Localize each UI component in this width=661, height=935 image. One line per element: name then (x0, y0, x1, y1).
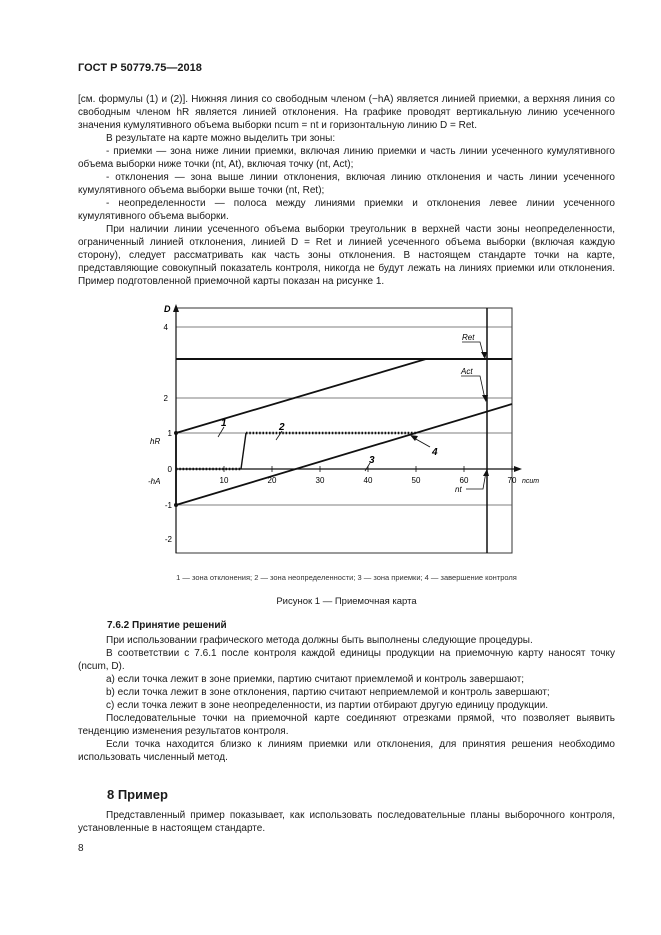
x-tick-20: 20 (267, 476, 277, 485)
chart-frame (176, 308, 512, 553)
zone-1-label: 1 (221, 418, 227, 429)
x-axis-arrow (514, 466, 522, 472)
y-axis-label: D (164, 304, 171, 314)
label-hR: hR (150, 437, 161, 446)
zone-2-label: 2 (279, 422, 285, 433)
intro-text (78, 93, 615, 288)
y-tick-1: 1 (167, 429, 172, 438)
label-nt: nt (455, 485, 462, 494)
y-tick-m1: -1 (164, 501, 172, 510)
nt-pointer-arrow (483, 469, 489, 476)
hR-point (174, 431, 178, 435)
decision-paragraph-4: Если точка находится близко к линиям приемки или отклонения, для принятия решения необходимо использовать численный метод. (78, 739, 615, 763)
zone-rejection-item: - отклонения — зона выше линии отклонения, включая линию отклонения и часть линии усеченного кумулятивного объема выборки выше точки (nt, Ret); (78, 172, 615, 196)
zone-acceptance-item: - приемки — зона ниже линии приемки, включая линию приемки и часть линии усеченного кумулятивного объема выборки ниже точки (nt, At), включая точку (nt, Act); (78, 146, 615, 170)
zone-4-label: 4 (432, 447, 438, 458)
nt-pointer (466, 472, 486, 489)
label-hA: -hA (148, 477, 161, 486)
x-tick-50: 50 (411, 476, 421, 485)
section-7-6-2-heading: 7.6.2 Принятие решений (107, 620, 227, 631)
intro-paragraph-6: При наличии линии усеченного объема выборки треугольник в верхней части зоны неопределенности, ограниченный линией отклонения, линией D = Ret и линией усеченного объема выборки (включая каждую сторону), следует рассматривать как часть зоны отклонения. В настоящем стандарте точки на карте, представляющие совокупный показатель контроля, никогда не будут лежать на линиях приемки или отклонения. Пример подготовленной приемочной карты показан на рисунке 1. (78, 224, 615, 287)
hA-point (174, 503, 178, 507)
section-8-heading: 8 Пример (107, 787, 168, 802)
pointer-4 (414, 438, 430, 447)
sample-path-mid (241, 433, 246, 469)
example-paragraph: Представленный пример показывает, как использовать последовательные планы выборочного контроля, установленные в настоящем стандарте. (78, 810, 615, 834)
y-tick-m2: -2 (164, 535, 172, 544)
acceptance-chart (140, 300, 540, 565)
decision-item-c: c) если точка лежит в зоне неопределенности, из партии отбирают другую единицу продукции. (106, 700, 549, 711)
y-tick-0: 0 (167, 465, 172, 474)
decision-item-a: a) если точка лежит в зоне приемки, партию считают приемлемой и контроль завершают; (106, 674, 525, 685)
figure-legend: 1 — зона отклонения; 2 — зона неопределенности; 3 — зона приемки; 4 — завершение контроля (176, 573, 517, 582)
intro-paragraph-2: В результате на карте можно выделить три зоны: (106, 133, 336, 144)
decision-paragraph-3: Последовательные точки на приемочной карте соединяют отрезками прямой, что позволяет выявить тенденцию изменения результатов контроля. (78, 713, 615, 737)
rejection-line (176, 359, 426, 433)
intro-paragraph-1: [см. формулы (1) и (2)]. Нижняя линия со свободным членом (−hA) является линией приемки, а верхняя линия со свободным членом hR является линией отклонения. На графике проводят вертикальную линию усеченного значения кумулятивного объема выборки ncum = nt и горизонтальную линию D = Ret. (78, 94, 615, 131)
x-tick-60: 60 (459, 476, 469, 485)
y-tick-2: 2 (163, 394, 168, 403)
decision-item-b: b) если точка лежит в зоне отклонения, партию считают неприемлемой и контроль завершают; (106, 687, 550, 698)
label-Re: Ret (462, 333, 475, 342)
x-tick-30: 30 (315, 476, 325, 485)
x-axis-label: ncum (522, 478, 540, 485)
re-pointer (462, 342, 484, 357)
decision-paragraph-1: При использовании графического метода должны быть выполнены следующие процедуры. (106, 635, 533, 646)
standard-header: ГОСТ Р 50779.75—2018 (78, 62, 202, 74)
x-tick-40: 40 (363, 476, 373, 485)
y-tick-4: 4 (163, 323, 168, 332)
x-tick-70: 70 (507, 476, 517, 485)
label-Ac: Act (461, 367, 473, 376)
decision-paragraph-2: В соответствии с 7.6.1 после контроля каждой единицы продукции на приемочную карту наносят точку (ncum, D). (78, 648, 615, 672)
section-7-6-2-text (78, 634, 615, 764)
ac-pointer (461, 376, 485, 399)
re-pointer-arrow (481, 352, 487, 359)
page-number: 8 (78, 843, 84, 854)
section-8-text (78, 809, 615, 835)
zone-uncertainty-item: - неопределенности — полоса между линиями приемки и отклонения левее линии усеченного кумулятивного объема выборки. (78, 198, 615, 222)
x-tick-10: 10 (219, 476, 229, 485)
zone-3-label: 3 (369, 455, 375, 466)
figure-caption: Рисунок 1 — Приемочная карта (276, 596, 417, 607)
